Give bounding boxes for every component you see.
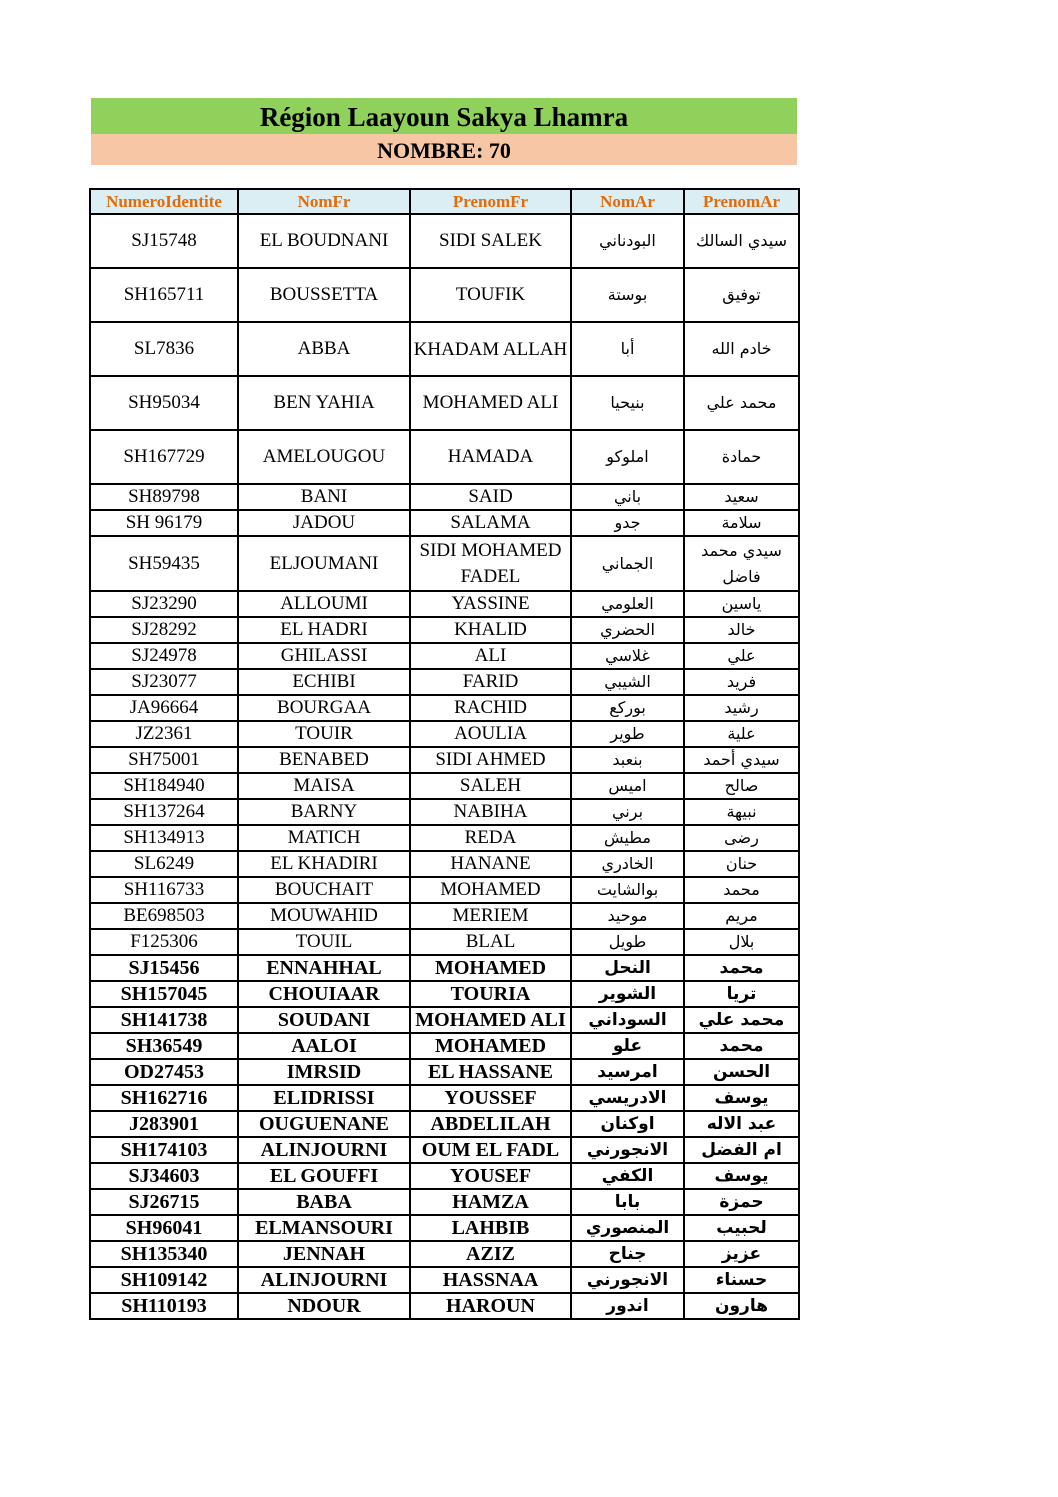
cell-nom-fr: ECHIBI [238, 669, 410, 695]
cell-nom-ar: بوستة [571, 268, 684, 322]
cell-nom-ar: مطيش [571, 825, 684, 851]
cell-numero-identite: SL7836 [90, 322, 238, 376]
cell-prenom-ar: محمد [684, 955, 799, 981]
cell-prenom-fr: HAMADA [410, 430, 571, 484]
cell-nom-ar: موحيد [571, 903, 684, 929]
cell-prenom-fr: AZIZ [410, 1241, 571, 1267]
cell-nom-ar: بوركع [571, 695, 684, 721]
cell-prenom-ar: عبد الاله [684, 1111, 799, 1137]
cell-numero-identite: SH135340 [90, 1241, 238, 1267]
cell-nom-fr: MAISA [238, 773, 410, 799]
cell-numero-identite: SH184940 [90, 773, 238, 799]
cell-numero-identite: SJ34603 [90, 1163, 238, 1189]
cell-prenom-ar: يوسف [684, 1163, 799, 1189]
cell-prenom-fr: YOUSEF [410, 1163, 571, 1189]
cell-text: SIDI MOHAMED FADEL [419, 539, 562, 587]
cell-nom-ar: بابا [571, 1189, 684, 1215]
cell-nom-fr: AMELOUGOU [238, 430, 410, 484]
table-row [90, 695, 799, 721]
cell-prenom-fr: YOUSSEF [410, 1085, 571, 1111]
table-row [90, 773, 799, 799]
cell-nom-fr: SOUDANI [238, 1007, 410, 1033]
cell-nom-ar: الشيبي [571, 669, 684, 695]
table-row [90, 268, 799, 322]
cell-prenom-ar: ياسين [684, 591, 799, 617]
cell-numero-identite: SJ23290 [90, 591, 238, 617]
cell-prenom-fr: ABDELILAH [410, 1111, 571, 1137]
column-header-nom-ar: NomAr [571, 189, 684, 214]
cell-numero-identite: SH95034 [90, 376, 238, 430]
cell-prenom-fr: MERIEM [410, 903, 571, 929]
cell-nom-ar: جدو [571, 510, 684, 536]
cell-prenom-fr: SALAMA [410, 510, 571, 536]
record-count: NOMBRE: 70 [91, 134, 797, 165]
cell-prenom-ar: عزيز [684, 1241, 799, 1267]
table-row [90, 1111, 799, 1137]
cell-nom-ar: غلاسي [571, 643, 684, 669]
table-row [90, 851, 799, 877]
cell-nom-ar: أبا [571, 322, 684, 376]
cell-nom-ar: املوكو [571, 430, 684, 484]
table-row [90, 1137, 799, 1163]
cell-numero-identite: SH174103 [90, 1137, 238, 1163]
table-row [90, 510, 799, 536]
cell-nom-fr: BABA [238, 1189, 410, 1215]
cell-prenom-ar: نبيهة [684, 799, 799, 825]
cell-prenom-ar: ام الفضل [684, 1137, 799, 1163]
cell-nom-ar: جناح [571, 1241, 684, 1267]
cell-numero-identite: SH157045 [90, 981, 238, 1007]
cell-prenom-fr: HANANE [410, 851, 571, 877]
cell-prenom-ar: تريا [684, 981, 799, 1007]
column-header-numero-identite: NumeroIdentite [90, 189, 238, 214]
table-row [90, 1007, 799, 1033]
cell-numero-identite: SJ15456 [90, 955, 238, 981]
cell-nom-fr: GHILASSI [238, 643, 410, 669]
cell-prenom-ar: علي [684, 643, 799, 669]
cell-nom-fr: BOURGAA [238, 695, 410, 721]
cell-numero-identite: F125306 [90, 929, 238, 955]
cell-prenom-ar: سعيد [684, 484, 799, 510]
cell-prenom-fr: ALI [410, 643, 571, 669]
cell-nom-ar: البودناني [571, 214, 684, 268]
cell-nom-ar: طويل [571, 929, 684, 955]
cell-numero-identite: SJ15748 [90, 214, 238, 268]
cell-nom-ar: الكفي [571, 1163, 684, 1189]
region-title: Région Laayoun Sakya Lhamra [91, 98, 797, 134]
cell-prenom-ar: محمد علي [684, 1007, 799, 1033]
cell-prenom-ar: حنان [684, 851, 799, 877]
table-row [90, 981, 799, 1007]
table-row [90, 1085, 799, 1111]
cell-nom-ar: بنعبد [571, 747, 684, 773]
cell-nom-fr: CHOUIAAR [238, 981, 410, 1007]
cell-prenom-fr: HASSNAA [410, 1267, 571, 1293]
cell-prenom-ar: توفيق [684, 268, 799, 322]
cell-nom-fr: MATICH [238, 825, 410, 851]
table-row [90, 484, 799, 510]
cell-numero-identite: SH137264 [90, 799, 238, 825]
table-row [90, 955, 799, 981]
cell-nom-fr: TOUIL [238, 929, 410, 955]
table-row [90, 721, 799, 747]
cell-nom-ar: الانجورني [571, 1267, 684, 1293]
people-table [89, 188, 800, 1320]
cell-prenom-ar: علية [684, 721, 799, 747]
cell-nom-ar: علو [571, 1033, 684, 1059]
cell-numero-identite: BE698503 [90, 903, 238, 929]
cell-prenom-ar: لحبيب [684, 1215, 799, 1241]
table-row [90, 799, 799, 825]
cell-prenom-fr: HAROUN [410, 1293, 571, 1319]
cell-nom-fr: EL KHADIRI [238, 851, 410, 877]
cell-prenom-fr: REDA [410, 825, 571, 851]
column-header-nom-fr: NomFr [238, 189, 410, 214]
table-row [90, 825, 799, 851]
cell-prenom-ar: محمد علي [684, 376, 799, 430]
cell-prenom-ar: خادم الله [684, 322, 799, 376]
table-row [90, 1215, 799, 1241]
cell-nom-fr: EL GOUFFI [238, 1163, 410, 1189]
cell-numero-identite: SH109142 [90, 1267, 238, 1293]
cell-nom-ar: المنصوري [571, 1215, 684, 1241]
cell-prenom-ar: سيدي أحمد [684, 747, 799, 773]
cell-nom-fr: BARNY [238, 799, 410, 825]
table-header-row [90, 189, 799, 214]
cell-prenom-fr: NABIHA [410, 799, 571, 825]
column-header-prenom-fr: PrenomFr [410, 189, 571, 214]
cell-numero-identite: SH36549 [90, 1033, 238, 1059]
cell-numero-identite: SJ26715 [90, 1189, 238, 1215]
table-row [90, 536, 799, 591]
table-row [90, 643, 799, 669]
cell-numero-identite: SJ28292 [90, 617, 238, 643]
cell-nom-ar: العلومي [571, 591, 684, 617]
cell-nom-fr: JENNAH [238, 1241, 410, 1267]
cell-numero-identite: SH 96179 [90, 510, 238, 536]
table-body [90, 214, 799, 1319]
cell-prenom-ar: خالد [684, 617, 799, 643]
cell-prenom-ar: محمد [684, 877, 799, 903]
cell-numero-identite: SH141738 [90, 1007, 238, 1033]
cell-nom-ar: الشوير [571, 981, 684, 1007]
cell-numero-identite: SH59435 [90, 536, 238, 591]
table-row [90, 617, 799, 643]
table-row [90, 669, 799, 695]
cell-nom-fr: BOUSSETTA [238, 268, 410, 322]
cell-nom-fr: BANI [238, 484, 410, 510]
table-row [90, 877, 799, 903]
cell-numero-identite: OD27453 [90, 1059, 238, 1085]
cell-numero-identite: SH134913 [90, 825, 238, 851]
cell-prenom-fr: KHALID [410, 617, 571, 643]
table-row [90, 747, 799, 773]
cell-nom-fr: ELMANSOURI [238, 1215, 410, 1241]
cell-numero-identite: SH110193 [90, 1293, 238, 1319]
cell-prenom-ar: صالح [684, 773, 799, 799]
table-row [90, 322, 799, 376]
cell-nom-ar: الحضري [571, 617, 684, 643]
cell-nom-ar: بوالشايت [571, 877, 684, 903]
cell-numero-identite: SJ24978 [90, 643, 238, 669]
cell-numero-identite: SH162716 [90, 1085, 238, 1111]
cell-prenom-fr: MOHAMED [410, 877, 571, 903]
cell-nom-ar: الادريسي [571, 1085, 684, 1111]
cell-numero-identite: SH116733 [90, 877, 238, 903]
cell-nom-fr: EL BOUDNANI [238, 214, 410, 268]
cell-nom-fr: EL HADRI [238, 617, 410, 643]
cell-nom-ar: السوداني [571, 1007, 684, 1033]
table-row [90, 214, 799, 268]
table-row [90, 1163, 799, 1189]
column-header-prenom-ar: PrenomAr [684, 189, 799, 214]
cell-prenom-fr: SALEH [410, 773, 571, 799]
cell-prenom-fr: FARID [410, 669, 571, 695]
table-row [90, 903, 799, 929]
cell-nom-fr: JADOU [238, 510, 410, 536]
cell-prenom-ar: بلال [684, 929, 799, 955]
cell-prenom-ar: يوسف [684, 1085, 799, 1111]
cell-nom-fr: ALINJOURNI [238, 1267, 410, 1293]
cell-prenom-fr: LAHBIB [410, 1215, 571, 1241]
cell-nom-fr: MOUWAHID [238, 903, 410, 929]
cell-nom-fr: ELIDRISSI [238, 1085, 410, 1111]
cell-nom-ar: طوير [571, 721, 684, 747]
table-row [90, 591, 799, 617]
cell-prenom-fr: EL HASSANE [410, 1059, 571, 1085]
cell-prenom-fr: KHADAM ALLAH [410, 322, 571, 376]
table-row [90, 929, 799, 955]
cell-prenom-ar: مريم [684, 903, 799, 929]
table-row [90, 376, 799, 430]
cell-nom-ar: اندور [571, 1293, 684, 1319]
table-row [90, 1059, 799, 1085]
cell-prenom-fr: HAMZA [410, 1189, 571, 1215]
cell-prenom-fr [410, 536, 571, 591]
cell-numero-identite: SH96041 [90, 1215, 238, 1241]
table-row [90, 1189, 799, 1215]
cell-prenom-fr: OUM EL FADL [410, 1137, 571, 1163]
table-row [90, 1293, 799, 1319]
cell-nom-ar: النحل [571, 955, 684, 981]
table-row [90, 1033, 799, 1059]
cell-prenom-fr: AOULIA [410, 721, 571, 747]
cell-numero-identite: JZ2361 [90, 721, 238, 747]
cell-prenom-ar: حمزة [684, 1189, 799, 1215]
cell-nom-fr: ABBA [238, 322, 410, 376]
cell-prenom-ar: حمادة [684, 430, 799, 484]
cell-numero-identite: SL6249 [90, 851, 238, 877]
cell-numero-identite: SH89798 [90, 484, 238, 510]
cell-numero-identite: J283901 [90, 1111, 238, 1137]
cell-prenom-ar: رضى [684, 825, 799, 851]
cell-nom-fr: TOUIR [238, 721, 410, 747]
cell-prenom-fr: SIDI SALEK [410, 214, 571, 268]
cell-nom-ar: الانجورني [571, 1137, 684, 1163]
cell-prenom-fr: MOHAMED ALI [410, 376, 571, 430]
cell-prenom-ar: سلامة [684, 510, 799, 536]
cell-prenom-ar: رشيد [684, 695, 799, 721]
cell-nom-fr: ELJOUMANI [238, 536, 410, 591]
cell-prenom-ar: هارون [684, 1293, 799, 1319]
cell-nom-fr: OUGUENANE [238, 1111, 410, 1137]
cell-nom-ar: اوكنان [571, 1111, 684, 1137]
cell-nom-ar: برني [571, 799, 684, 825]
cell-prenom-fr: MOHAMED ALI [410, 1007, 571, 1033]
cell-nom-fr: BEN YAHIA [238, 376, 410, 430]
cell-prenom-fr: BLAL [410, 929, 571, 955]
cell-prenom-ar: سيدي محمد فاضل [684, 536, 799, 591]
cell-nom-ar: امرسيد [571, 1059, 684, 1085]
cell-prenom-ar: حسناء [684, 1267, 799, 1293]
cell-prenom-fr: TOURIA [410, 981, 571, 1007]
cell-nom-ar: الخادري [571, 851, 684, 877]
table-row [90, 430, 799, 484]
cell-prenom-fr: TOUFIK [410, 268, 571, 322]
cell-nom-ar: اميس [571, 773, 684, 799]
cell-prenom-fr: SIDI AHMED [410, 747, 571, 773]
cell-prenom-fr: MOHAMED [410, 1033, 571, 1059]
cell-prenom-ar: محمد [684, 1033, 799, 1059]
cell-numero-identite: SJ23077 [90, 669, 238, 695]
cell-nom-fr: ALINJOURNI [238, 1137, 410, 1163]
cell-numero-identite: SH75001 [90, 747, 238, 773]
cell-nom-fr: NDOUR [238, 1293, 410, 1319]
cell-nom-ar: بنيحيا [571, 376, 684, 430]
cell-nom-fr: ENNAHHAL [238, 955, 410, 981]
cell-numero-identite: JA96664 [90, 695, 238, 721]
cell-nom-ar: باني [571, 484, 684, 510]
cell-nom-fr: BENABED [238, 747, 410, 773]
cell-numero-identite: SH167729 [90, 430, 238, 484]
table-row [90, 1267, 799, 1293]
cell-prenom-ar: سيدي السالك [684, 214, 799, 268]
cell-numero-identite: SH165711 [90, 268, 238, 322]
cell-prenom-fr: YASSINE [410, 591, 571, 617]
table-row [90, 1241, 799, 1267]
cell-prenom-fr: RACHID [410, 695, 571, 721]
cell-prenom-ar: فريد [684, 669, 799, 695]
cell-prenom-fr: MOHAMED [410, 955, 571, 981]
cell-nom-fr: IMRSID [238, 1059, 410, 1085]
cell-prenom-ar: الحسن [684, 1059, 799, 1085]
cell-nom-ar: الجماني [571, 536, 684, 591]
cell-nom-fr: AALOI [238, 1033, 410, 1059]
cell-nom-fr: BOUCHAIT [238, 877, 410, 903]
cell-nom-fr: ALLOUMI [238, 591, 410, 617]
cell-prenom-fr: SAID [410, 484, 571, 510]
